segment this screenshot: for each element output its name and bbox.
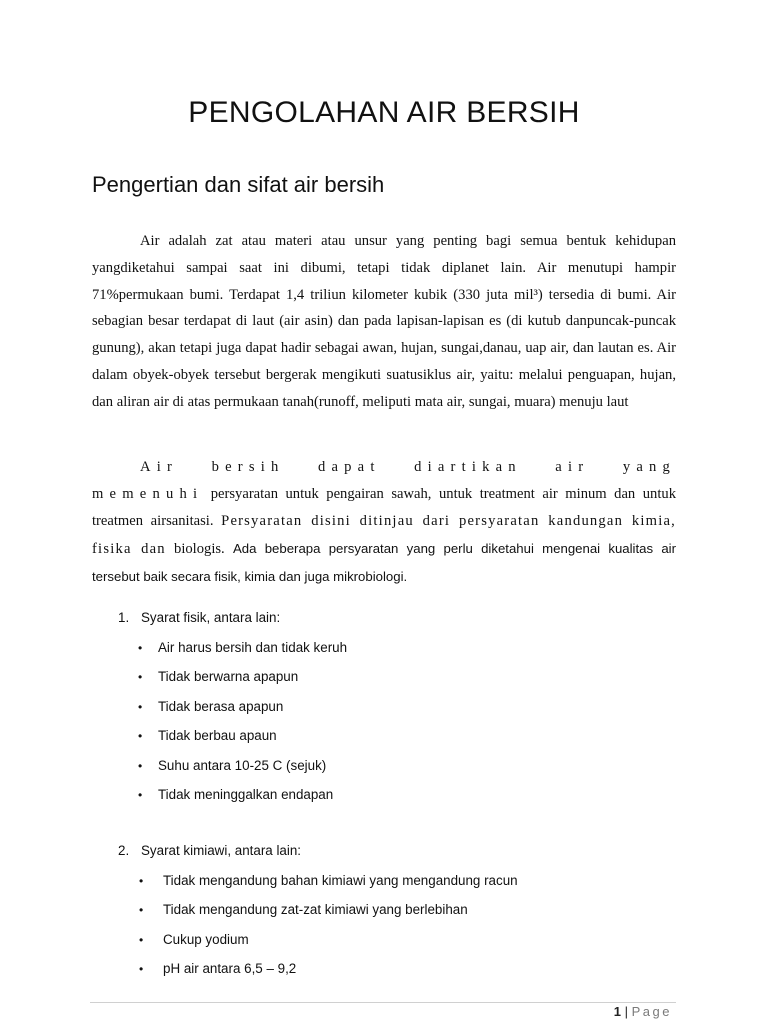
chemical-requirements-list (139, 871, 518, 989)
page-label: Page (631, 1004, 672, 1019)
section-heading: Pengertian dan sifat air bersih (92, 172, 385, 197)
bullet-icon: • (139, 903, 144, 918)
bullet-icon: • (138, 670, 143, 685)
page-footer (614, 1004, 672, 1019)
bullet-icon: • (139, 874, 144, 888)
list-item-text: Tidak meninggalkan endapan (158, 786, 334, 802)
footer-divider (90, 1002, 676, 1003)
list-item (139, 959, 518, 988)
list-item-text: Tidak berbau apaun (158, 728, 277, 744)
list-heading-text: Syarat kimiawi, antara lain: (141, 843, 302, 858)
footer-separator: | (624, 1004, 628, 1019)
list-item-text: Tidak berasa apapun (158, 698, 284, 714)
list-heading-text: Syarat fisik, antara lain: (141, 610, 281, 625)
list-item (138, 756, 347, 785)
paragraph-definition (92, 228, 676, 416)
list-item (138, 638, 347, 667)
bullet-icon: • (138, 787, 143, 802)
paragraph-sans-run: Ada beberapa persyaratan yang perlu diketahui mengenai kualitas air tersebut baik secara fisik, kimia dan juga mikrobiologi. (92, 541, 676, 584)
paragraph-run-a: persyaratan untuk pengairan sawah, untuk treatment air minum dan untuk treatmen airsanitasi. (92, 486, 676, 529)
list-item-text: Air harus bersih dan tidak keruh (158, 640, 348, 655)
list-number: 1. (118, 610, 130, 625)
list-item-text: Tidak mengandung bahan kimiawi yang mengandung racun (163, 873, 518, 888)
bullet-icon: • (138, 641, 143, 655)
paragraph-clean-water (92, 454, 676, 591)
paragraph-spaced-run: Air bersih dapat diartikan air yang memenuhi (92, 459, 676, 502)
bullet-icon: • (138, 699, 143, 714)
list-item (139, 871, 518, 900)
list-item (138, 726, 347, 755)
paragraph-run-b: biologis. (174, 541, 225, 557)
bullet-icon: • (138, 758, 143, 773)
paragraph-definition-text: Air adalah zat atau materi atau unsur yang penting bagi semua bentuk kehidupan yangdiketahui sampai saat ini dibumi, tetapi tidak diplanet lain. Air menutupi hampir 71%permukaan bumi. Terdapat 1,4 triliun kilometer kubik (330 juta mil³) tersedia di bumi. Air sebagian besar terdapat di laut (air asin) dan pada lapisan-lapisan es (di kutub danpuncak-puncak gunung), akan tetapi juga dapat hadir sebagai awan, hujan, sungai,danau, uap air, dan lautan es. Air dalam obyek-obyek tersebut bergerak mengikuti suatusiklus air, yaitu: melalui penguapan, hujan, dan aliran air di atas permukaan tanah(runoff, meliputi mata air, sungai, muara) menuju laut (92, 233, 676, 410)
list-item-text: Tidak mengandung zat-zat kimiawi yang berlebihan (163, 902, 468, 918)
document-title: PENGOLAHAN AIR BERSIH (188, 96, 580, 129)
list-item (138, 697, 347, 726)
list-item (139, 900, 518, 929)
physical-requirements-list (138, 638, 347, 814)
bullet-icon: • (139, 932, 144, 947)
list-item-text: Tidak berwarna apapun (158, 669, 299, 685)
list-item (139, 930, 518, 959)
chemical-requirements-heading (118, 843, 301, 858)
page-number: 1 (613, 1004, 621, 1019)
list-item-text: Suhu antara 10-25 C (sejuk) (158, 757, 327, 773)
list-item (138, 667, 347, 696)
bullet-icon: • (138, 729, 143, 744)
list-item-text: Cukup yodium (163, 931, 249, 947)
list-item (138, 785, 347, 814)
bullet-icon: • (139, 962, 144, 977)
list-item-text: pH air antara 6,5 – 9,2 (163, 961, 297, 977)
paragraph-spaced-run-2: Persyaratan disini ditinjau dari persyaratan kandungan kimia, fisika dan (92, 513, 677, 557)
physical-requirements-heading (118, 610, 280, 625)
list-number: 2. (118, 843, 130, 858)
